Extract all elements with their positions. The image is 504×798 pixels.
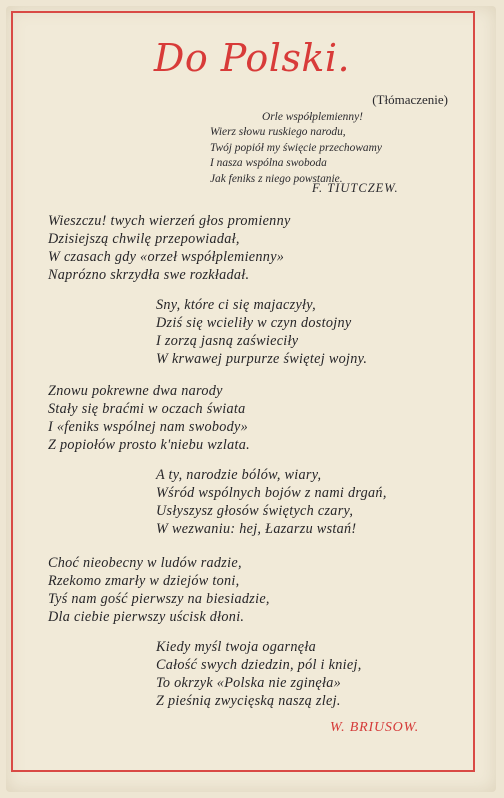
verse-line: A ty, narodzie bólów, wiary, — [156, 467, 322, 483]
verse-line: Dziś się wcieliły w czyn dostojny — [156, 315, 352, 331]
verse-line: Znowu pokrewne dwa narody — [48, 383, 223, 399]
verse-line: Naprózno skrzydła swe rozkładał. — [48, 267, 250, 283]
verse-line: Dla ciebie pierwszy uścisk dłoni. — [48, 609, 245, 625]
epigraph-line: Orle współplemienny! — [262, 111, 363, 123]
verse-line: Wieszczu! twych wierzeń głos promienny — [48, 213, 291, 229]
stanza-5 — [48, 554, 270, 626]
verse-line: I «feniks wspólnej nam swobody» — [48, 419, 249, 435]
poem-title: Do Polski. — [153, 36, 351, 80]
verse-line: Usłyszysz głosów świętych czary, — [156, 503, 354, 519]
stanza-4 — [156, 466, 387, 538]
verse-line: W wezwaniu: hej, Łazarzu wstań! — [156, 521, 357, 537]
epigraph-line: Jak feniks z niego powstanie. — [210, 172, 343, 185]
epigraph-line: Wierz słowu ruskiego narodu, — [210, 126, 346, 139]
stanza-3 — [48, 382, 250, 454]
stanza-1 — [48, 212, 291, 284]
verse-line: Stały się braćmi w oczach świata — [48, 401, 246, 417]
epigraph-line: I nasza wspólna swoboda — [210, 157, 327, 170]
epigraph-author: F. TIUTCZEW. — [312, 181, 399, 195]
verse-line: Dzisiejszą chwilę przepowiadał, — [48, 231, 240, 247]
verse-line: Z pieśnią zwycięską naszą zlej. — [156, 693, 341, 709]
verse-line: W krwawej purpurze świętej wojny. — [156, 351, 368, 367]
verse-line: Rzekomo zmarły w dziejów toni, — [48, 573, 240, 589]
verse-line: W czasach gdy «orzeł współplemienny» — [48, 249, 285, 265]
stanza-2 — [156, 296, 367, 368]
verse-line: Wśród wspólnych bojów z nami drgań, — [156, 485, 387, 501]
verse-line: Tyś nam gość pierwszy na biesiadzie, — [48, 591, 270, 607]
verse-line: Sny, które ci się majaczyły, — [156, 297, 316, 313]
verse-line: I zorzą jasną zaświeciły — [156, 333, 299, 349]
verse-line: To okrzyk «Polska nie zginęła» — [156, 675, 342, 691]
epigraph-line: Twój popiół my święcie przechowamy — [210, 141, 382, 154]
translation-note: (Tłómaczenie) — [372, 92, 448, 107]
author-signature: W. BRIUSOW. — [330, 720, 420, 735]
verse-line: Choć nieobecny w ludów radzie, — [48, 555, 242, 571]
verse-line: Z popiołów prosto k'niebu wzlata. — [48, 437, 250, 453]
epigraph — [208, 110, 382, 187]
stanza-6 — [156, 638, 362, 710]
verse-line: Kiedy myśl twoja ogarnęła — [156, 639, 317, 655]
verse-line: Całość swych dziedzin, pól i kniej, — [156, 657, 362, 673]
